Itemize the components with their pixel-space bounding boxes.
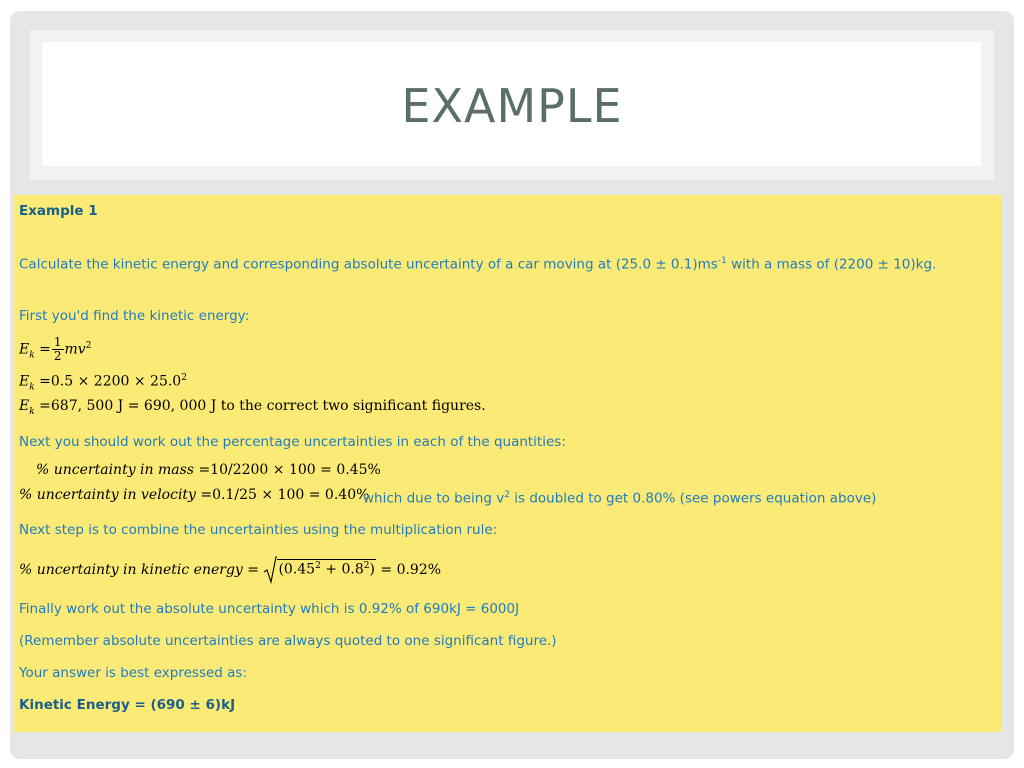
step-kinetic-energy: First you'd find the kinetic energy: [19, 308, 250, 324]
equation-ke-substitution [19, 373, 187, 392]
example-heading: Example 1 [19, 203, 98, 219]
uncertainty-mass [36, 462, 381, 478]
final-answer: Kinetic Energy = (690 ± 6)kJ [19, 697, 236, 713]
square-root [263, 556, 375, 584]
step-absolute-uncertainty: Finally work out the absolute uncertainty which is 0.92% of 690kJ = 6000J [19, 601, 520, 617]
uncertainty-velocity [19, 487, 369, 503]
eq2-sup: 2 [181, 373, 187, 383]
ke-unc-result: = 0.92% [380, 562, 442, 578]
equation-ke-formula [19, 336, 91, 363]
unc-mass-rhs: =10/2200 × 100 = 0.45% [198, 462, 381, 478]
eq3-eq: = [39, 398, 51, 414]
ke-unc-eq: = [247, 562, 259, 578]
radicand [277, 559, 375, 578]
eq1-sub: k [29, 350, 35, 361]
eq1-fraction [52, 336, 64, 363]
eq3-rhs: 687, 500 J = 690, 000 J to the correct two significant figures. [50, 398, 486, 414]
vel-note-pre: which due to being v [363, 490, 505, 507]
ke-sqrt-b: + 0.8 [320, 561, 364, 578]
radical-sign-icon [263, 556, 277, 584]
eq2-sub: k [29, 382, 35, 393]
eq3-lhs: E [19, 398, 30, 414]
eq1-lhs: E [19, 341, 30, 358]
eq2-eq: = [39, 373, 51, 390]
ke-unc-label: % uncertainty in kinetic energy [19, 562, 243, 578]
step-percentage-uncertainties: Next you should work out the percentage uncertainties in each of the quantities: [19, 434, 566, 450]
question-sup: -1 [717, 256, 727, 266]
vel-note-sup: 2 [504, 490, 510, 500]
ke-sqrt-a-sup: 2 [315, 560, 321, 571]
equation-ke-uncertainty [19, 556, 441, 584]
question-pre: Calculate the kinetic energy and corresponding absolute uncertainty of a car moving at (25.0 ± 0.1)ms [19, 256, 718, 273]
unc-vel-rhs: =0.1/25 × 100 = 0.40% [200, 487, 370, 503]
eq1-denominator: 2 [53, 349, 62, 363]
vel-note-post: is doubled to get 0.80% (see powers equation above) [509, 490, 877, 507]
step-remember-note: (Remember absolute uncertainties are always quoted to one significant figure.) [19, 633, 557, 649]
eq1-eq: = [39, 341, 51, 358]
unc-mass-label: % uncertainty in mass [36, 462, 194, 478]
eq2-lhs: E [19, 373, 30, 390]
step-answer-intro: Your answer is best expressed as: [19, 665, 248, 681]
velocity-doubling-note [363, 490, 876, 507]
slide-title: EXAMPLE [401, 79, 623, 133]
eq1-sup: 2 [85, 340, 92, 351]
eq1-numerator: 1 [53, 335, 62, 349]
question-text [19, 256, 936, 273]
unc-vel-label: % uncertainty in velocity [19, 487, 196, 503]
equation-ke-result [19, 398, 486, 417]
eq1-rhs: mv [64, 341, 86, 358]
ke-sqrt-close: ) [369, 561, 375, 578]
question-post: with a mass of (2200 ± 10)kg. [726, 256, 937, 273]
eq2-rhs: 0.5 × 2200 × 25.0 [50, 373, 182, 390]
ke-sqrt-b-sup: 2 [363, 560, 370, 571]
ke-sqrt-a: (0.45 [278, 561, 316, 578]
eq3-sub: k [29, 406, 35, 417]
step-combine-uncertainties: Next step is to combine the uncertainties using the multiplication rule: [19, 522, 498, 538]
